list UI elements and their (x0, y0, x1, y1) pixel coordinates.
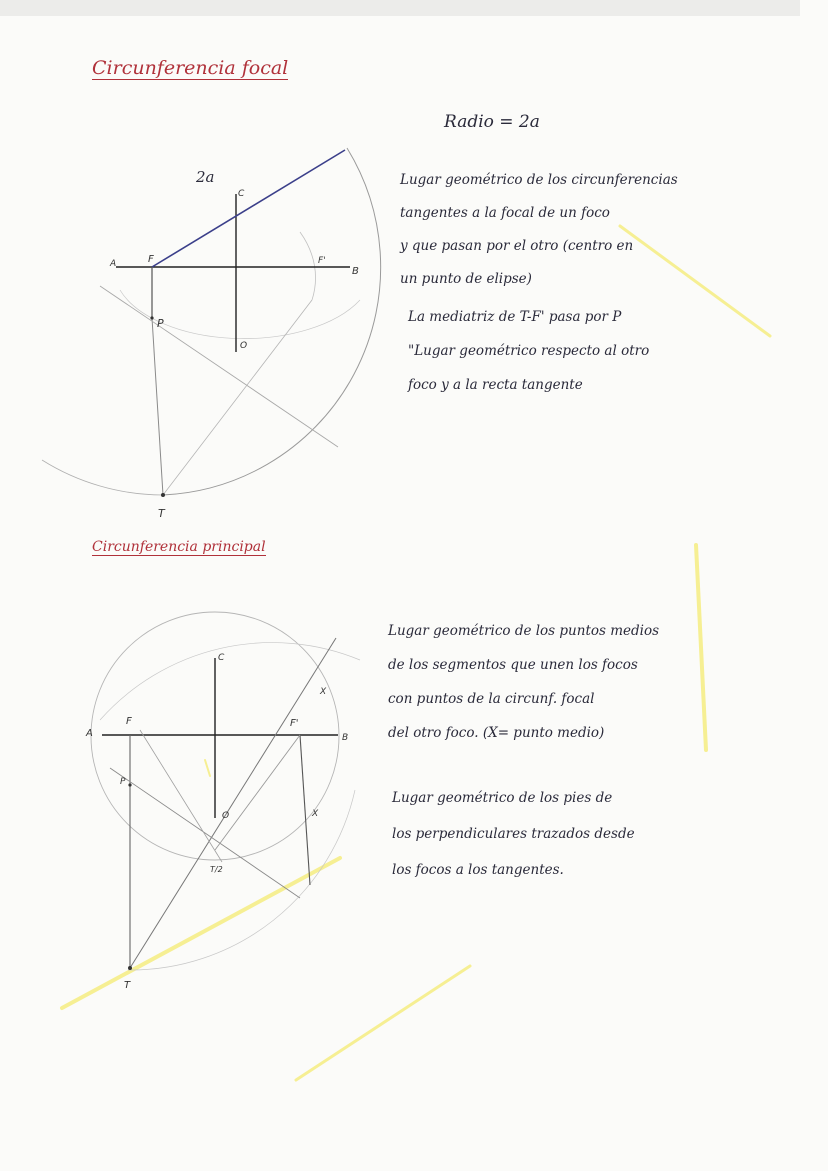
notes-principal-group-2 (392, 780, 635, 888)
label-2a: 2a (196, 168, 215, 186)
label-o: O (240, 341, 248, 351)
focal-circle-arc-right (163, 148, 381, 495)
heading-circunferencia-focal: Circunferencia focal (92, 57, 289, 79)
label-o: O (222, 811, 230, 821)
note-line: los focos a los tangentes. (392, 862, 564, 878)
tangent-line (100, 286, 338, 447)
note-line: Lugar geométrico de los circunferencias (400, 172, 678, 188)
label-t-over-2: T/2 (210, 865, 223, 874)
figure-principal (85, 612, 360, 991)
construction-line (300, 735, 310, 885)
point-t (161, 493, 165, 497)
construction-line (215, 735, 300, 850)
label-f-prime: F' (318, 256, 326, 266)
label-t: T (158, 507, 165, 520)
note-line: foco y a la recta tangente (408, 377, 583, 393)
label-a: A (110, 259, 117, 269)
construction-line (140, 730, 222, 862)
label-p: P (157, 317, 164, 330)
highlight-stroke (296, 966, 470, 1080)
label-b: B (342, 733, 349, 743)
focal-circle-arc (100, 643, 360, 720)
note-line: Lugar geométrico de los pies de (392, 790, 613, 806)
label-t: T (124, 980, 131, 991)
label-c: C (218, 653, 225, 663)
label-f: F (126, 716, 132, 727)
highlight-stroke (620, 226, 770, 336)
construction-line (152, 318, 163, 495)
label-f: F (148, 254, 154, 265)
highlight-stroke (62, 858, 340, 1008)
construction-line (163, 300, 312, 495)
note-line: con puntos de la circunf. focal (388, 691, 595, 707)
note-line: un punto de elipse) (400, 271, 532, 287)
label-p: P (120, 777, 126, 787)
note-line: del otro foco. (X= punto medio) (388, 725, 605, 741)
focal-circle-arc-bottom (42, 460, 163, 495)
point-t (128, 966, 132, 970)
label-x-upper: X (320, 687, 327, 697)
label-x-lower: X (312, 809, 319, 819)
note-line: tangentes a la focal de un foco (400, 205, 610, 221)
tangent-line (110, 768, 300, 898)
notes-principal-group-1 (388, 614, 659, 750)
ellipse-arc (120, 290, 360, 339)
heading-circunferencia-principal: Circunferencia principal (92, 539, 266, 555)
label-b: B (352, 266, 359, 277)
figure-focal (42, 148, 381, 520)
note-line: y que pasan por el otro (centro en (400, 238, 634, 254)
highlight-stroke (205, 760, 210, 776)
label-c: C (238, 189, 245, 199)
focal-circle-arc (128, 790, 355, 970)
label-f-prime: F' (290, 718, 299, 729)
point-p (128, 783, 131, 786)
note-line: "Lugar geométrico respecto al otro (408, 343, 650, 359)
highlight-stroke (696, 545, 706, 750)
ellipse-arc (300, 232, 316, 300)
note-line: La mediatriz de T-F' pasa por P (408, 309, 622, 325)
note-line: de los segmentos que unen los focos (388, 657, 638, 673)
note-line: Lugar geométrico de los puntos medios (388, 623, 660, 639)
radius-label: Radio = 2a (444, 112, 540, 132)
point-p (150, 316, 153, 319)
note-line: los perpendiculares trazados desde (392, 826, 635, 842)
radius-2a-line (152, 150, 345, 267)
label-a: A (86, 728, 93, 739)
